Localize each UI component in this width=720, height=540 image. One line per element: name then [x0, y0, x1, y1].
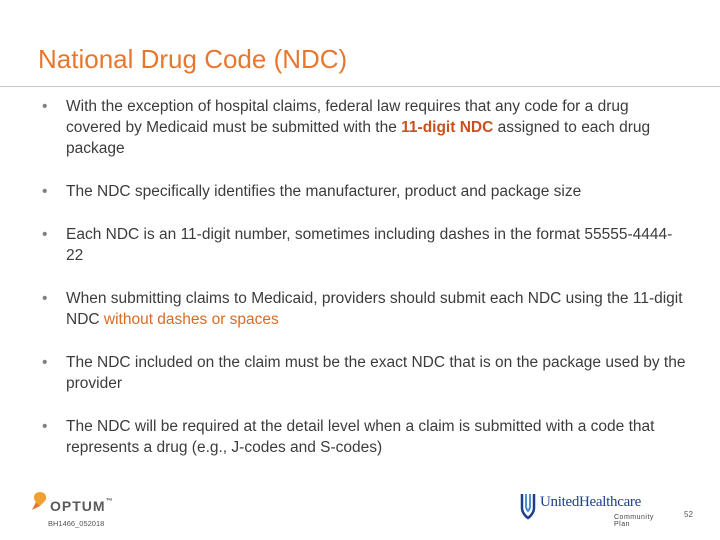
uhc-shield-icon — [520, 492, 536, 520]
optum-wordmark: OPTUM™ — [50, 498, 114, 514]
bullet-list — [38, 96, 688, 458]
document-code: BH1466_052018 — [48, 519, 105, 528]
bullet-text: With the exception of hospital claims, federal law requires that any code for a drug covered by Medicaid must be submitted with the — [66, 98, 629, 136]
bullet-highlight: 11-digit NDC — [401, 119, 494, 136]
uhc-wordmark: UnitedHealthcare — [540, 494, 641, 510]
bullet-item — [38, 96, 688, 159]
bullet-dot: • — [42, 418, 48, 435]
bullet-text: The NDC will be required at the detail level when a claim is submitted with a code that represents a drug (e.g., J-codes and S-codes) — [66, 418, 655, 456]
uhc-subtitle: Community Plan — [614, 514, 654, 528]
bullet-dot: • — [42, 98, 48, 115]
bullet-text: The NDC included on the claim must be the exact NDC that is on the package used by the provider — [66, 354, 686, 392]
bullet-dot: • — [42, 290, 48, 307]
bullet-item — [38, 288, 688, 330]
bullet-item — [38, 181, 688, 202]
bullet-text: Each NDC is an 11-digit number, sometimes including dashes in the format 55555-4444-22 — [66, 226, 673, 264]
bullet-text: The NDC specifically identifies the manufacturer, product and package size — [66, 183, 582, 200]
bullet-item — [38, 416, 688, 458]
optum-swirl-icon — [30, 490, 50, 514]
bullet-dot: • — [42, 183, 48, 200]
page-number: 52 — [684, 510, 693, 519]
bullet-item — [38, 224, 688, 266]
bullet-highlight: without dashes or spaces — [103, 311, 279, 328]
unitedhealthcare-logo — [520, 490, 670, 528]
optum-logo — [30, 490, 130, 532]
bullet-text-after: assigned to each drug package — [66, 119, 651, 157]
bullet-item — [38, 352, 688, 394]
bullet-dot: • — [42, 354, 48, 371]
bullet-dot: • — [42, 226, 48, 243]
slide-title: National Drug Code (NDC) — [38, 44, 348, 74]
bullet-text: When submitting claims to Medicaid, providers should submit each NDC using the 11-digit NDC — [66, 290, 683, 328]
title-divider — [0, 86, 720, 87]
